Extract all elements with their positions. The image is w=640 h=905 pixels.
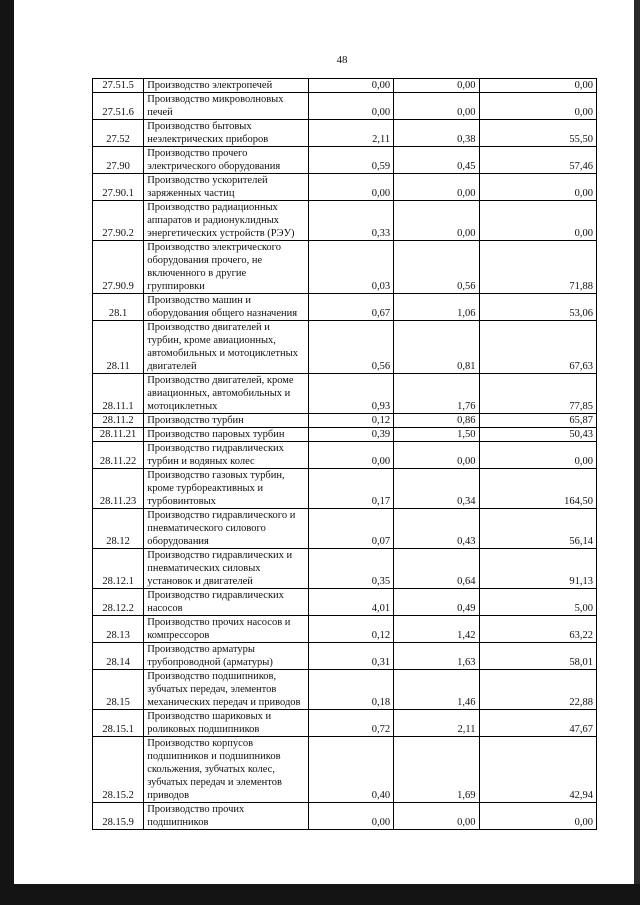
row-value-3: 56,14 — [479, 509, 597, 549]
row-value-3: 47,67 — [479, 710, 597, 737]
row-value-1: 0,07 — [308, 509, 393, 549]
row-value-2: 0,00 — [394, 79, 479, 93]
row-value-2: 0,81 — [394, 321, 479, 374]
row-name: Производство бытовых неэлектрических приборов — [144, 120, 309, 147]
row-name: Производство радиационных аппаратов и радионуклидных энергетических устройств (РЭУ) — [144, 201, 309, 241]
row-value-2: 0,38 — [394, 120, 479, 147]
row-name: Производство корпусов подшипников и подшипников скольжения, зубчатых колес, зубчатых передач и элементов приводов — [144, 737, 309, 803]
row-value-1: 0,00 — [308, 79, 393, 93]
table-row — [93, 321, 597, 374]
row-value-1: 0,12 — [308, 616, 393, 643]
table-row — [93, 201, 597, 241]
row-code: 28.1 — [93, 294, 144, 321]
row-name: Производство электрического оборудования прочего, не включенного в другие группировки — [144, 241, 309, 294]
table-row — [93, 509, 597, 549]
row-code: 27.51.6 — [93, 93, 144, 120]
industry-table — [92, 78, 597, 830]
row-code: 28.12.2 — [93, 589, 144, 616]
row-value-2: 0,45 — [394, 147, 479, 174]
row-value-2: 0,34 — [394, 469, 479, 509]
row-name: Производство гидравлических турбин и водяных колес — [144, 442, 309, 469]
row-value-1: 0,67 — [308, 294, 393, 321]
row-code: 27.90.1 — [93, 174, 144, 201]
row-name: Производство подшипников, зубчатых передач, элементов механических передач и приводов — [144, 670, 309, 710]
row-value-2: 1,06 — [394, 294, 479, 321]
table-row — [93, 589, 597, 616]
table-row — [93, 803, 597, 830]
row-value-3: 22,88 — [479, 670, 597, 710]
row-name: Производство шариковых и роликовых подшипников — [144, 710, 309, 737]
table-row — [93, 616, 597, 643]
row-code: 28.14 — [93, 643, 144, 670]
row-value-2: 0,43 — [394, 509, 479, 549]
row-name: Производство прочего электрического оборудования — [144, 147, 309, 174]
row-value-1: 0,33 — [308, 201, 393, 241]
row-name: Производство двигателей и турбин, кроме авиационных, автомобильных и мотоциклетных двигателей — [144, 321, 309, 374]
table-row — [93, 670, 597, 710]
row-code: 28.15.9 — [93, 803, 144, 830]
row-value-1: 0,00 — [308, 803, 393, 830]
row-code: 28.11 — [93, 321, 144, 374]
row-value-1: 0,72 — [308, 710, 393, 737]
row-name: Производство газовых турбин, кроме турбореактивных и турбовинтовых — [144, 469, 309, 509]
row-value-1: 0,31 — [308, 643, 393, 670]
row-value-3: 53,06 — [479, 294, 597, 321]
table-row — [93, 120, 597, 147]
row-name: Производство турбин — [144, 414, 309, 428]
table-row — [93, 469, 597, 509]
row-code: 28.15 — [93, 670, 144, 710]
row-value-2: 0,86 — [394, 414, 479, 428]
row-value-3: 91,13 — [479, 549, 597, 589]
row-value-3: 77,85 — [479, 374, 597, 414]
table-row — [93, 428, 597, 442]
table-row — [93, 549, 597, 589]
row-value-2: 0,00 — [394, 93, 479, 120]
scan-border-bottom — [0, 884, 640, 905]
table-row — [93, 643, 597, 670]
row-value-2: 1,76 — [394, 374, 479, 414]
table-row — [93, 147, 597, 174]
row-name: Производство арматуры трубопроводной (арматуры) — [144, 643, 309, 670]
row-code: 28.15.1 — [93, 710, 144, 737]
table-row — [93, 93, 597, 120]
row-value-1: 0,00 — [308, 93, 393, 120]
row-value-1: 0,03 — [308, 241, 393, 294]
row-name: Производство машин и оборудования общего назначения — [144, 294, 309, 321]
row-value-3: 55,50 — [479, 120, 597, 147]
row-name: Производство гидравлических насосов — [144, 589, 309, 616]
table-row — [93, 294, 597, 321]
row-value-2: 0,64 — [394, 549, 479, 589]
row-value-1: 0,39 — [308, 428, 393, 442]
scan-border-right — [634, 0, 640, 905]
row-value-2: 0,00 — [394, 201, 479, 241]
row-name: Производство электропечей — [144, 79, 309, 93]
row-value-3: 71,88 — [479, 241, 597, 294]
row-code: 28.11.23 — [93, 469, 144, 509]
row-value-3: 164,50 — [479, 469, 597, 509]
row-value-2: 1,42 — [394, 616, 479, 643]
row-code: 27.51.5 — [93, 79, 144, 93]
table-row — [93, 710, 597, 737]
row-value-2: 0,00 — [394, 803, 479, 830]
row-name: Производство паровых турбин — [144, 428, 309, 442]
row-value-3: 0,00 — [479, 803, 597, 830]
row-value-3: 67,63 — [479, 321, 597, 374]
row-value-3: 5,00 — [479, 589, 597, 616]
row-value-1: 0,40 — [308, 737, 393, 803]
row-value-2: 1,50 — [394, 428, 479, 442]
row-name: Производство микроволновых печей — [144, 93, 309, 120]
row-value-3: 58,01 — [479, 643, 597, 670]
table-row — [93, 737, 597, 803]
row-value-1: 0,56 — [308, 321, 393, 374]
row-value-1: 0,18 — [308, 670, 393, 710]
row-value-1: 0,00 — [308, 442, 393, 469]
row-code: 28.12 — [93, 509, 144, 549]
row-code: 27.90.9 — [93, 241, 144, 294]
row-value-3: 50,43 — [479, 428, 597, 442]
page-number: 48 — [336, 54, 348, 66]
row-code: 28.11.21 — [93, 428, 144, 442]
row-value-3: 0,00 — [479, 93, 597, 120]
table-row — [93, 374, 597, 414]
row-value-1: 0,00 — [308, 174, 393, 201]
table-row — [93, 174, 597, 201]
row-value-3: 63,22 — [479, 616, 597, 643]
row-value-3: 0,00 — [479, 201, 597, 241]
row-value-3: 42,94 — [479, 737, 597, 803]
row-name: Производство прочих насосов и компрессоров — [144, 616, 309, 643]
row-code: 28.11.2 — [93, 414, 144, 428]
row-name: Производство ускорителей заряженных частиц — [144, 174, 309, 201]
row-code: 28.15.2 — [93, 737, 144, 803]
row-code: 27.90.2 — [93, 201, 144, 241]
row-value-1: 2,11 — [308, 120, 393, 147]
row-value-3: 57,46 — [479, 147, 597, 174]
row-value-1: 0,12 — [308, 414, 393, 428]
row-value-2: 0,49 — [394, 589, 479, 616]
row-code: 28.11.1 — [93, 374, 144, 414]
table-row — [93, 241, 597, 294]
row-value-3: 0,00 — [479, 442, 597, 469]
row-value-2: 0,00 — [394, 174, 479, 201]
row-code: 28.11.22 — [93, 442, 144, 469]
row-code: 27.90 — [93, 147, 144, 174]
row-name: Производство гидравлического и пневматического силового оборудования — [144, 509, 309, 549]
row-value-2: 0,00 — [394, 442, 479, 469]
row-value-1: 0,35 — [308, 549, 393, 589]
row-code: 28.12.1 — [93, 549, 144, 589]
row-value-1: 0,93 — [308, 374, 393, 414]
row-name: Производство двигателей, кроме авиационных, автомобильных и мотоциклетных — [144, 374, 309, 414]
table-row — [93, 442, 597, 469]
row-value-2: 0,56 — [394, 241, 479, 294]
row-name: Производство гидравлических и пневматических силовых установок и двигателей — [144, 549, 309, 589]
row-value-1: 0,59 — [308, 147, 393, 174]
row-code: 27.52 — [93, 120, 144, 147]
row-value-2: 1,63 — [394, 643, 479, 670]
row-value-1: 4,01 — [308, 589, 393, 616]
row-value-3: 0,00 — [479, 79, 597, 93]
row-value-2: 2,11 — [394, 710, 479, 737]
row-code: 28.13 — [93, 616, 144, 643]
row-value-2: 1,46 — [394, 670, 479, 710]
row-name: Производство прочих подшипников — [144, 803, 309, 830]
row-value-3: 0,00 — [479, 174, 597, 201]
row-value-1: 0,17 — [308, 469, 393, 509]
scan-border-left — [0, 0, 14, 905]
row-value-2: 1,69 — [394, 737, 479, 803]
table-row — [93, 414, 597, 428]
table-row — [93, 79, 597, 93]
row-value-3: 65,87 — [479, 414, 597, 428]
table-body — [93, 79, 597, 830]
